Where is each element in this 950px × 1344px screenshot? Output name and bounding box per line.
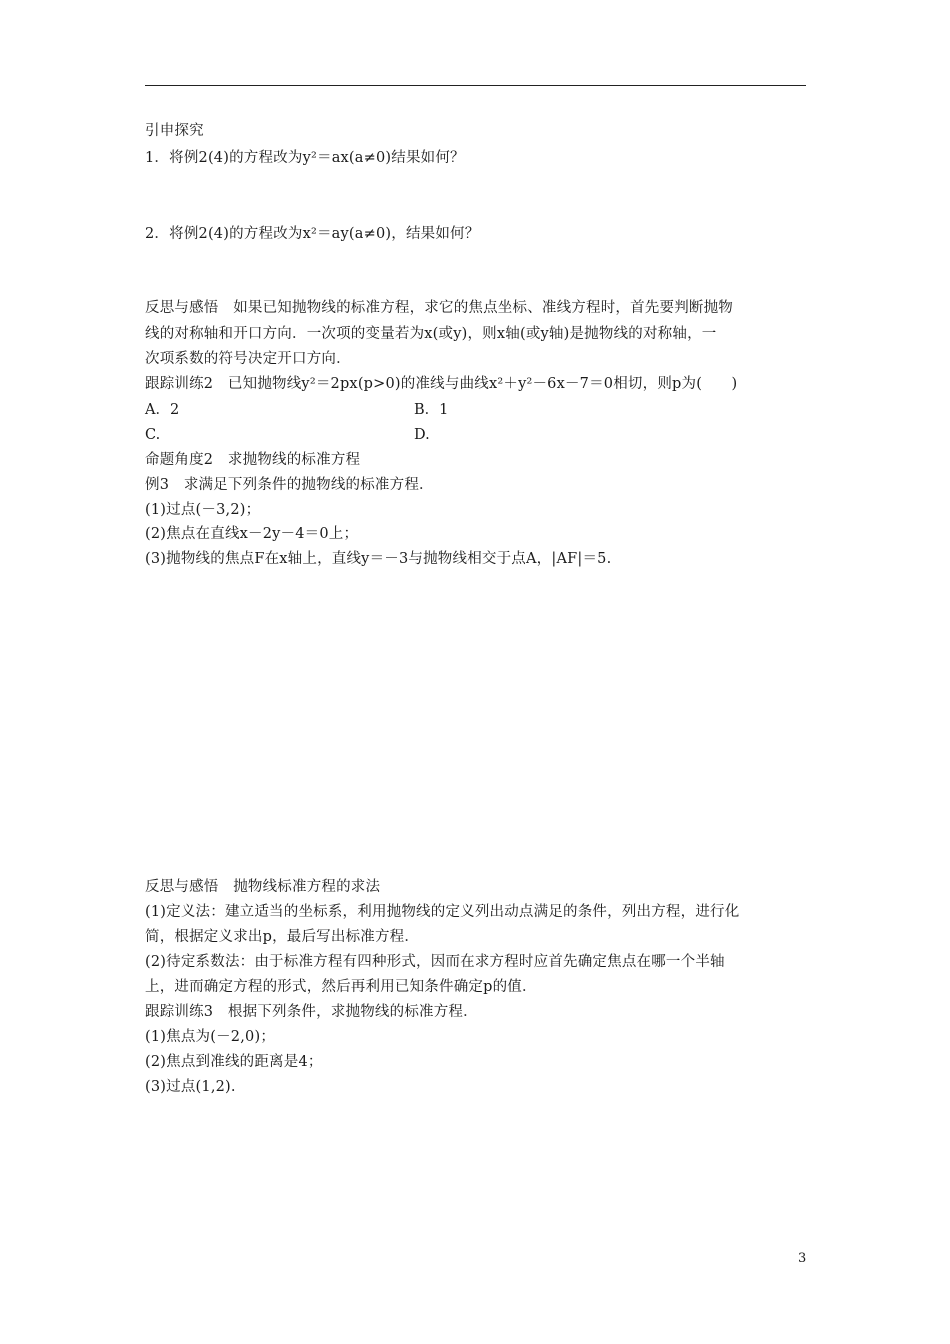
- option-a: A．2: [145, 402, 180, 418]
- text-line: (1)过点(－3,2)；: [145, 502, 261, 518]
- text-line: (3)抛物线的焦点F在x轴上，直线y＝－3与抛物线相交于点A，|AF|＝5.: [145, 551, 612, 567]
- text-line: 线的对称轴和开口方向．一次项的变量若为x(或y)，则x轴(或y轴)是抛物线的对称轴，一: [145, 326, 717, 342]
- page-number: 3: [798, 1251, 807, 1266]
- text-line: (2)焦点到准线的距离是4；: [145, 1054, 323, 1070]
- text-line: 例3 求满足下列条件的抛物线的标准方程．: [145, 477, 434, 493]
- header-rule: [145, 85, 806, 86]
- option-b: B．1: [414, 402, 449, 418]
- text-line: 命题角度2 求抛物线的标准方程: [145, 452, 361, 468]
- option-d: D.: [414, 427, 430, 443]
- text-line: 次项系数的符号决定开口方向．: [145, 351, 351, 367]
- text-line: 1．将例2(4)的方程改为y²＝ax(a≠0)结果如何？: [145, 150, 465, 166]
- text-line: 跟踪训练3 根据下列条件，求抛物线的标准方程．: [145, 1004, 478, 1020]
- text-line: (3)过点(1,2).: [145, 1079, 236, 1095]
- text-line: 引申探究: [145, 123, 204, 139]
- text-line: 上，进而确定方程的形式，然后再利用已知条件确定p的值．: [145, 979, 537, 995]
- text-line: (2)待定系数法：由于标准方程有四种形式，因而在求方程时应首先确定焦点在哪一个半轴: [145, 954, 725, 970]
- option-c: C.: [145, 427, 161, 443]
- text-line: 2．将例2(4)的方程改为x²＝ay(a≠0)，结果如何？: [145, 226, 480, 242]
- text-line: (1)焦点为(－2,0)；: [145, 1029, 276, 1045]
- text-line: 跟踪训练2 已知抛物线y²＝2px(p>0)的准线与曲线x²＋y²－6x－7＝0相切，则p为( ): [145, 376, 738, 392]
- text-line: 反思与感悟 抛物线标准方程的求法: [145, 879, 381, 895]
- text-line: (2)焦点在直线x－2y－4＝0上；: [145, 526, 359, 542]
- text-line: 反思与感悟 如果已知抛物线的标准方程，求它的焦点坐标、准线方程时，首先要判断抛物: [145, 300, 733, 316]
- text-line: 简，根据定义求出p，最后写出标准方程．: [145, 929, 420, 945]
- text-line: (1)定义法：建立适当的坐标系，利用抛物线的定义列出动点满足的条件，列出方程，进行化: [145, 904, 740, 920]
